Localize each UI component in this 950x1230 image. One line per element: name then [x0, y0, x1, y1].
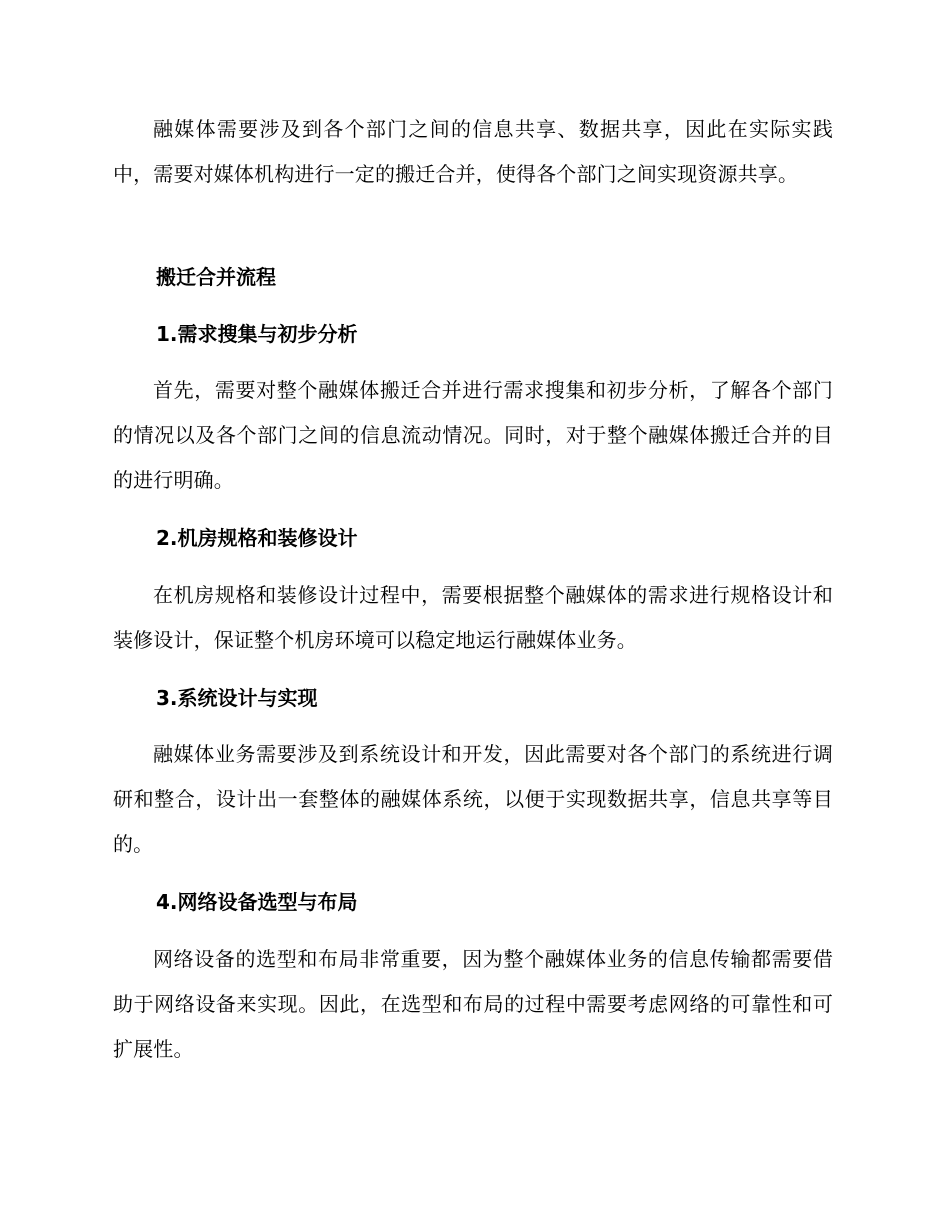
- step-3-heading: 3.系统设计与实现: [156, 686, 318, 710]
- step-1-paragraph: 首先，需要对整个融媒体搬迁合并进行需求搜集和初步分析，了解各个部门的情况以及各个部门之间的信息流动情况。同时，对于整个融媒体搬迁合并的目的进行明确。: [113, 378, 833, 492]
- step-4-paragraph: 网络设备的选型和布局非常重要，因为整个融媒体业务的信息传输都需要借助于网络设备来实现。因此，在选型和布局的过程中需要考虑网络的可靠性和可扩展性。: [113, 947, 833, 1061]
- step-1-heading: 1.需求搜集与初步分析: [156, 322, 358, 346]
- step-3-paragraph: 融媒体业务需要涉及到系统设计和开发，因此需要对各个部门的系统进行调研和整合，设计出一套整体的融媒体系统，以便于实现数据共享，信息共享等目的。: [113, 742, 833, 856]
- step-4-heading: 4.网络设备选型与布局: [156, 890, 358, 914]
- intro-paragraph: 融媒体需要涉及到各个部门之间的信息共享、数据共享，因此在实际实践中，需要对媒体机构进行一定的搬迁合并，使得各个部门之间实现资源共享。: [113, 117, 833, 186]
- step-2-paragraph: 在机房规格和装修设计过程中，需要根据整个融媒体的需求进行规格设计和装修设计，保证整个机房环境可以稳定地运行融媒体业务。: [113, 583, 833, 652]
- section-title: 搬迁合并流程: [156, 265, 276, 289]
- step-2-heading: 2.机房规格和装修设计: [156, 526, 358, 550]
